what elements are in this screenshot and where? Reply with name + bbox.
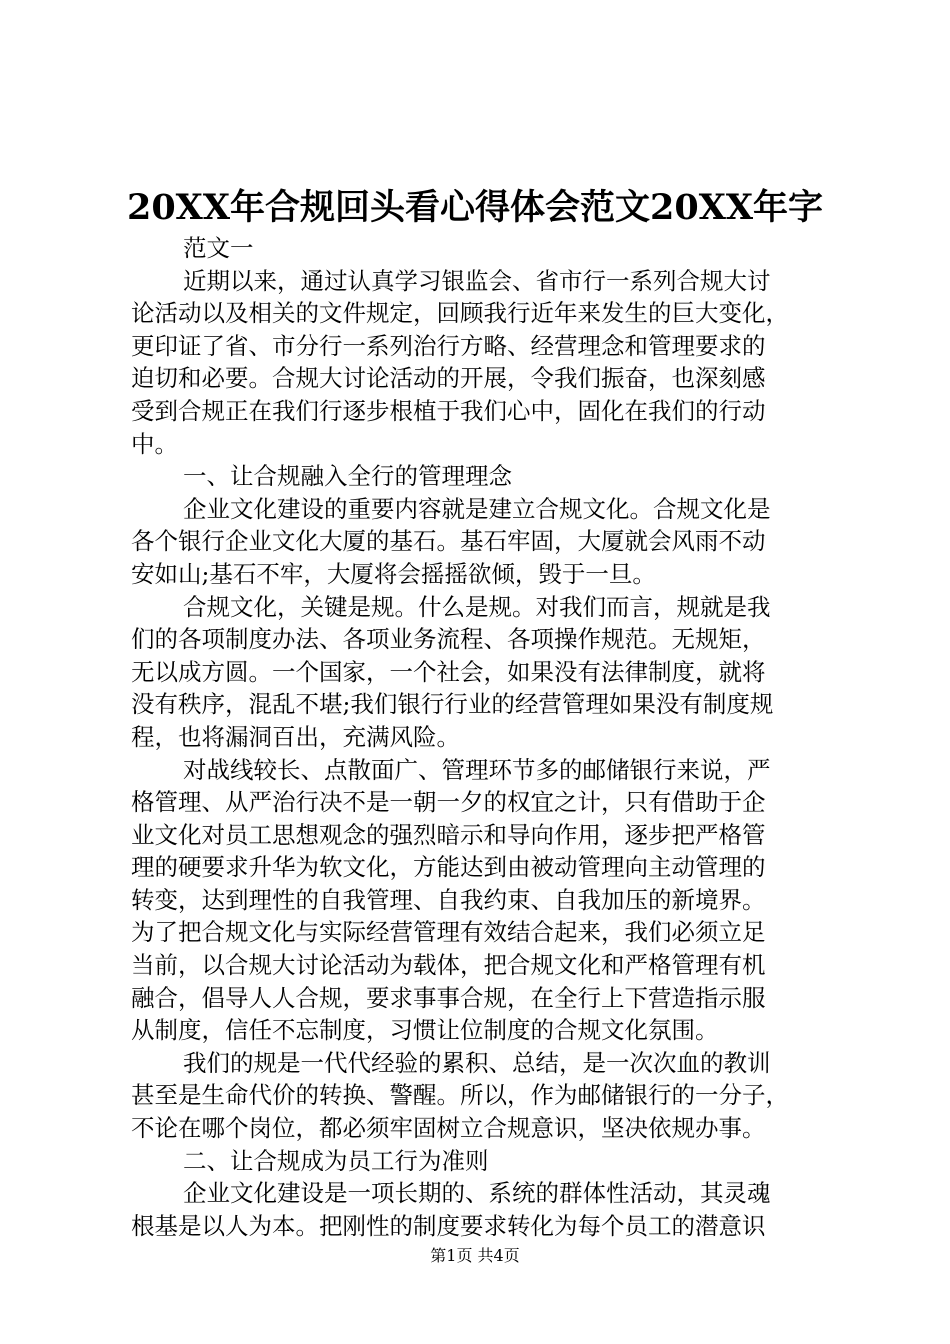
body-text-line: 无以成方圆。一个国家，一个社会，如果没有法律制度，就将: [131, 657, 766, 686]
body-text-line: 不论在哪个岗位，都必须牢固树立合规意识，坚决依规办事。: [131, 1114, 766, 1143]
body-text-line: 对战线较长、点散面广、管理环节多的邮储银行来说，严: [183, 755, 771, 784]
body-text-line: 甚至是生命代价的转换、警醒。所以，作为邮储银行的一分子，: [131, 1081, 789, 1110]
body-text-line: 更印证了省、市分行一系列治行方略、经营理念和管理要求的: [131, 331, 766, 360]
body-text-line: 迫切和必要。合规大讨论活动的开展，令我们振奋，也深刻感: [131, 364, 766, 393]
body-text-line: 没有秩序，混乱不堪;我们银行行业的经营管理如果没有制度规: [131, 690, 774, 719]
body-text-line: 程，也将漏洞百出，充满风险。: [131, 722, 460, 751]
body-text-line: 企业文化建设的重要内容就是建立合规文化。合规文化是: [183, 494, 771, 523]
body-text-line: 从制度，信任不忘制度，习惯让位制度的合规文化氛围。: [131, 1016, 719, 1045]
body-text-line: 融合，倡导人人合规，要求事事合规，在全行上下营造指示服: [131, 983, 766, 1012]
body-text-line: 论活动以及相关的文件规定，回顾我行近年来发生的巨大变化，: [131, 299, 789, 328]
body-text-line: 当前，以合规大讨论活动为载体，把合规文化和严格管理有机: [131, 951, 766, 980]
body-text-line: 们的各项制度办法、各项业务流程、各项操作规范。无规矩，: [131, 625, 766, 654]
body-text-line: 合规文化，关键是规。什么是规。对我们而言，规就是我: [183, 592, 771, 621]
page-footer: 第1页 共4页: [430, 1246, 520, 1265]
body-text-line: 一、让合规融入全行的管理理念: [183, 462, 512, 491]
body-text-line: 安如山;基石不牢，大厦将会摇摇欲倾，毁于一旦。: [131, 559, 656, 588]
body-text-line: 中。: [131, 429, 178, 458]
body-text-line: 根基是以人为本。把刚性的制度要求转化为每个员工的潜意识: [131, 1211, 766, 1240]
body-text-line: 业文化对员工思想观念的强烈暗示和导向作用，逐步把严格管: [131, 820, 766, 849]
body-text-line: 二、让合规成为员工行为准则: [183, 1146, 489, 1175]
body-text-line: 各个银行企业文化大厦的基石。基石牢固，大厦就会风雨不动: [131, 527, 766, 556]
body-text-line: 我们的规是一代代经验的累积、总结，是一次次血的教训: [183, 1048, 771, 1077]
body-text-line: 转变，达到理性的自我管理、自我约束、自我加压的新境界。: [131, 885, 766, 914]
body-text-line: 受到合规正在我们行逐步根植于我们心中，固化在我们的行动: [131, 396, 766, 425]
body-text-line: 格管理、从严治行决不是一朝一夕的权宜之计，只有借助于企: [131, 788, 766, 817]
body-text-line: 理的硬要求升华为软文化，方能达到由被动管理向主动管理的: [131, 853, 766, 882]
body-text-line: 为了把合规文化与实际经营管理有效结合起来，我们必须立足: [131, 918, 766, 947]
body-text-line: 范文一: [183, 234, 254, 262]
document-title: 20XX年合规回头看心得体会范文20XX年字: [126, 187, 824, 228]
body-text-line: 近期以来，通过认真学习银监会、省市行一系列合规大讨: [183, 266, 771, 295]
body-text-line: 企业文化建设是一项长期的、系统的群体性活动，其灵魂: [183, 1179, 771, 1208]
document-body: [131, 232, 831, 1242]
